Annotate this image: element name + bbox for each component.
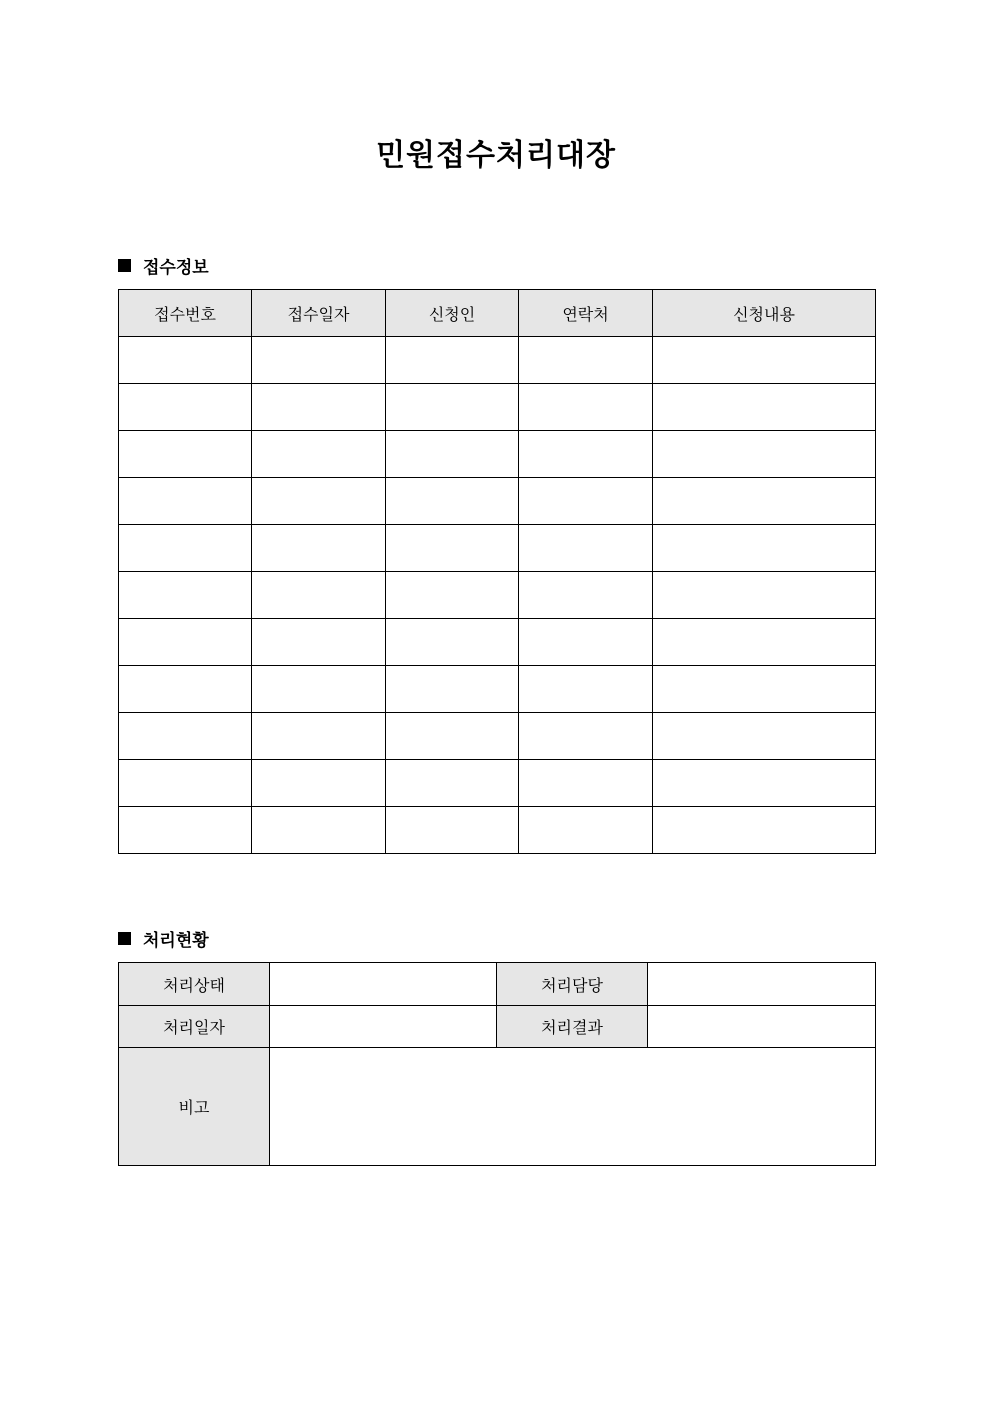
- cell-applicant[interactable]: [386, 337, 519, 384]
- value-processing-manager[interactable]: [648, 963, 876, 1006]
- table-row: [119, 525, 876, 572]
- cell-request-content[interactable]: [653, 619, 876, 666]
- cell-applicant[interactable]: [386, 572, 519, 619]
- cell-contact[interactable]: [519, 619, 653, 666]
- cell-receipt-date[interactable]: [252, 807, 386, 854]
- table-row: [119, 431, 876, 478]
- cell-receipt-date[interactable]: [252, 713, 386, 760]
- cell-receipt-number[interactable]: [119, 431, 252, 478]
- cell-request-content[interactable]: [653, 666, 876, 713]
- cell-contact[interactable]: [519, 525, 653, 572]
- cell-request-content[interactable]: [653, 572, 876, 619]
- cell-contact[interactable]: [519, 572, 653, 619]
- cell-request-content[interactable]: [653, 337, 876, 384]
- cell-contact[interactable]: [519, 760, 653, 807]
- cell-contact[interactable]: [519, 478, 653, 525]
- cell-receipt-number[interactable]: [119, 666, 252, 713]
- status-section-heading: [118, 926, 209, 950]
- cell-request-content[interactable]: [653, 807, 876, 854]
- cell-request-content[interactable]: [653, 760, 876, 807]
- cell-applicant[interactable]: [386, 478, 519, 525]
- cell-contact[interactable]: [519, 666, 653, 713]
- cell-receipt-date[interactable]: [252, 666, 386, 713]
- reception-table-body: [119, 337, 876, 854]
- cell-applicant[interactable]: [386, 666, 519, 713]
- cell-contact[interactable]: [519, 713, 653, 760]
- cell-contact[interactable]: [519, 384, 653, 431]
- cell-receipt-number[interactable]: [119, 478, 252, 525]
- cell-receipt-number[interactable]: [119, 619, 252, 666]
- cell-request-content[interactable]: [653, 713, 876, 760]
- cell-receipt-date[interactable]: [252, 337, 386, 384]
- cell-receipt-date[interactable]: [252, 619, 386, 666]
- label-processing-state: 처리상태: [119, 963, 270, 1006]
- table-row: [119, 572, 876, 619]
- column-header-receipt-number: 접수번호: [119, 290, 252, 337]
- cell-receipt-number[interactable]: [119, 337, 252, 384]
- status-row-date: [119, 1006, 876, 1048]
- cell-receipt-date[interactable]: [252, 384, 386, 431]
- table-row: [119, 619, 876, 666]
- cell-applicant[interactable]: [386, 760, 519, 807]
- label-processing-result: 처리결과: [497, 1006, 648, 1048]
- cell-applicant[interactable]: [386, 713, 519, 760]
- status-table: [118, 962, 876, 1166]
- reception-section-heading: [118, 253, 209, 277]
- column-header-applicant: 신청인: [386, 290, 519, 337]
- cell-receipt-number[interactable]: [119, 713, 252, 760]
- column-header-receipt-date: 접수일자: [252, 290, 386, 337]
- value-processing-date[interactable]: [270, 1006, 497, 1048]
- cell-receipt-number[interactable]: [119, 760, 252, 807]
- column-header-contact: 연락처: [519, 290, 653, 337]
- cell-applicant[interactable]: [386, 619, 519, 666]
- column-header-request-content: 신청내용: [653, 290, 876, 337]
- table-row: [119, 666, 876, 713]
- cell-request-content[interactable]: [653, 478, 876, 525]
- table-row: [119, 384, 876, 431]
- cell-receipt-date[interactable]: [252, 431, 386, 478]
- cell-receipt-date[interactable]: [252, 478, 386, 525]
- cell-request-content[interactable]: [653, 384, 876, 431]
- cell-contact[interactable]: [519, 431, 653, 478]
- cell-applicant[interactable]: [386, 807, 519, 854]
- page-title: 민원접수처리대장: [376, 138, 616, 173]
- cell-receipt-date[interactable]: [252, 572, 386, 619]
- cell-receipt-number[interactable]: [119, 525, 252, 572]
- cell-receipt-date[interactable]: [252, 525, 386, 572]
- reception-table-header-row: [119, 290, 876, 337]
- cell-applicant[interactable]: [386, 525, 519, 572]
- table-row: [119, 478, 876, 525]
- value-processing-state[interactable]: [270, 963, 497, 1006]
- cell-contact[interactable]: [519, 337, 653, 384]
- status-row-state: [119, 963, 876, 1006]
- table-row: [119, 337, 876, 384]
- cell-applicant[interactable]: [386, 431, 519, 478]
- cell-request-content[interactable]: [653, 431, 876, 478]
- cell-receipt-number[interactable]: [119, 384, 252, 431]
- table-row: [119, 807, 876, 854]
- table-row: [119, 760, 876, 807]
- cell-receipt-number[interactable]: [119, 572, 252, 619]
- cell-receipt-date[interactable]: [252, 760, 386, 807]
- label-remarks: 비고: [119, 1048, 270, 1166]
- value-remarks[interactable]: [270, 1048, 876, 1166]
- status-section-heading-text: 처리현황: [143, 930, 209, 951]
- status-row-remarks: [119, 1048, 876, 1166]
- square-bullet-icon: [118, 259, 131, 272]
- cell-applicant[interactable]: [386, 384, 519, 431]
- cell-contact[interactable]: [519, 807, 653, 854]
- cell-receipt-number[interactable]: [119, 807, 252, 854]
- reception-table: [118, 289, 876, 854]
- reception-section-heading-text: 접수정보: [143, 257, 209, 278]
- label-processing-manager: 처리담당: [497, 963, 648, 1006]
- cell-request-content[interactable]: [653, 525, 876, 572]
- label-processing-date: 처리일자: [119, 1006, 270, 1048]
- table-row: [119, 713, 876, 760]
- square-bullet-icon: [118, 932, 131, 945]
- value-processing-result[interactable]: [648, 1006, 876, 1048]
